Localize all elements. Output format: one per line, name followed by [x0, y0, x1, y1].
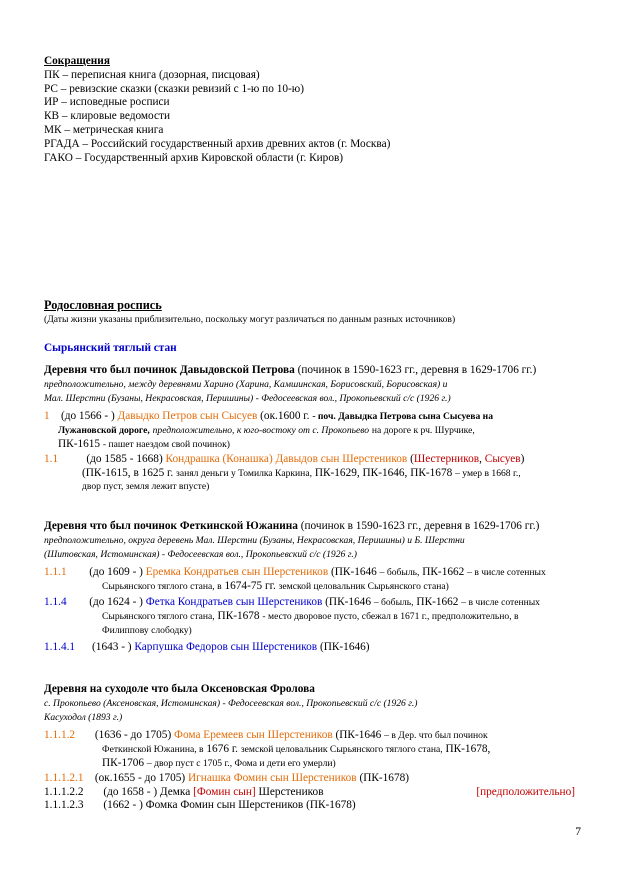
- assumption-tag: [предположительно]: [476, 785, 575, 798]
- village-location: Касуходол (1893 г.): [44, 711, 123, 723]
- village-title: Деревня что был починок Феткинской Южанина (починок в 1590-1623 гг., деревня в 1629-1706 гг.): [44, 520, 540, 532]
- village-2: Деревня что был починок Феткинской Южанина (починок в 1590-1623 гг., деревня в 1629-1706 гг.) предположительно, округа деревень Мал. Шерстни (Бузаны, Некрасовская, Перишины) и Б. Шерстни (Шитовская, Истоминская) - Федосеевская вол., Прокопьевский с/с (1926 г.) 1.1.1 (до 1609 - ) Еремка Кондратьев сын Шерстеников (ПК-1646 – бобыль, ПК-1662 – в числе сотенных Сырьянского тяглого стана, в 1674-75 гг. земской целовальник Сырьянского стана) 1.1.4 (до 1624 - ) Фетка Кондратьев сын Шерстеников (ПК-1646 – бобыль, ПК-1662 – в числе сотенных Сырьянского тяглого стана, ПК-1678 - место дворовое пусто, сбежал в 1671 г., предположительно, в Филиппову слободку) 1.1.4.1 (1643 - ) Карпушка Федоров сын Шерстеников (ПК-1646): [44, 520, 581, 655]
- person-name: Кондрашка (Конашка) Давыдов сын Шерстеников: [165, 452, 408, 465]
- person-entry: 1.1.1.2.1 (ок.1655 - до 1705) Игнашка Фомин сын Шерстеников (ПК-1678): [44, 771, 410, 784]
- person-name: Фетка Кондратьев сын Шерстеников: [145, 595, 323, 608]
- village-location: (Шитовская, Истоминская) - Федосеевская вол., Прокопьевский с/с (1926 г.): [44, 548, 357, 560]
- village-title: Деревня что был починок Давыдовской Петрова (починок в 1590-1623 гг., деревня в 1629-1706 гг.): [44, 364, 537, 376]
- person-entry: 1.1.4.1 (1643 - ) Карпушка Федоров сын Шерстеников (ПК-1646): [44, 641, 370, 654]
- abbr-line: МК – метрическая книга: [44, 123, 164, 136]
- person-name: Давыдко Петров сын Сысуев: [117, 410, 258, 423]
- abbr-line: КВ – клировые ведомости: [44, 110, 170, 123]
- village-location: Мал. Шерстни (Бузаны, Некрасовская, Перишины) - Федосеевская вол., Прокопьевский с/с (1926 г.): [44, 392, 451, 404]
- village-1: Деревня что был починок Давыдовской Петрова (починок в 1590-1623 гг., деревня в 1629-1706 гг.) предположительно, между деревнями Харино (Харина, Камшинская, Борисовский, Борисовская) и Мал. Шерстни (Бузаны, Некрасовская, Перишины) - Федосеевская вол., Прокопьевский с/с (1926 г.) 1 (до 1566 - ) Давыдко Петров сын Сысуев (ок.1600 г. - поч. Давыдка Петрова сына Сысуева на Лужановской дороге, предположительно, к юго-востоку от с. Прокопьево на дороге к рч. Шурчике, ПК-1615 - пашет наездом свой починок) 1.1 (до 1585 - 1668) Кондрашка (Конашка) Давыдов сын Шерстеников (Шестерников, Сысуев) (ПК-1615, в 1625 г. занял деньги у Томилка Каркина, ПК-1629, ПК-1646, ПК-1678 – умер в 1668 г., двор пуст, земля лежит впусте): [44, 364, 581, 494]
- abbreviations-section: [44, 55, 581, 165]
- abbreviations-title: Сокращения: [44, 55, 110, 67]
- village-location: предположительно, округа деревень Мал. Шерстни (Бузаны, Некрасовская, Перишины) и Б. Шерстни: [44, 534, 465, 546]
- village-location: с. Прокопьево (Аксеновская, Истоминская) - Федосеевская вол., Прокопьевский с/с (1926 г.): [44, 697, 418, 709]
- person-name: Еремка Кондратьев сын Шерстеников: [145, 566, 329, 579]
- person-entry: 1.1.4 (до 1624 - ) Фетка Кондратьев сын Шерстеников (ПК-1646 – бобыль, ПК-1662 – в числе сотенных: [44, 595, 540, 608]
- village-location: предположительно, между деревнями Харино (Харина, Камшинская, Борисовский, Борисовская) и: [44, 378, 448, 390]
- genealogy-header: [44, 299, 581, 327]
- abbr-line: ИР – исповедные росписи: [44, 96, 170, 109]
- person-name: Карпушка Федоров сын Шерстеников: [134, 641, 318, 654]
- person-entry: 1.1.1 (до 1609 - ) Еремка Кондратьев сын Шерстеников (ПК-1646 – бобыль, ПК-1662 – в числе сотенных: [44, 566, 546, 579]
- stan-heading: Сырьянский тяглый стан: [44, 342, 177, 354]
- genealogy-title: Родословная роспись: [44, 298, 162, 312]
- person-name: Игнашка Фомин сын Шерстеников: [187, 771, 357, 784]
- person-entry: 1.1 (до 1585 - 1668) Кондрашка (Конашка) Давыдов сын Шерстеников (Шестерников, Сысуев): [44, 452, 525, 465]
- abbr-line: ПК – переписная книга (дозорная, писцовая): [44, 68, 260, 81]
- person-name: Фома Еремеев сын Шерстеников: [174, 729, 333, 742]
- page-number: 7: [575, 826, 581, 838]
- person-entry: 1.1.1.2.2 (до 1658 - ) Демка [Фомин сын] Шерстеников [предположительно]: [44, 785, 575, 798]
- genealogy-note: (Даты жизни указаны приблизительно, поскольку могут различаться по данным разных источников): [44, 313, 456, 325]
- village-3: Деревня на суходоле что была Оксеновская Фролова с. Прокопьево (Аксеновская, Истоминская) - Федосеевская вол., Прокопьевский с/с (1926 г.) Касуходол (1893 г.) 1.1.1.2 (1636 - до 1705) Фома Еремеев сын Шерстеников (ПК-1646 – в Дер. что был починок Феткинской Южанина, в 1676 г. земской целовальник Сырьянского тяглого стана, ПК-1678, ПК-1706 – двор пуст с 1705 г., Фома и дети его умерли) 1.1.1.2.1 (ок.1655 - до 1705) Игнашка Фомин сын Шерстеников (ПК-1678) 1.1.1.2.2 (до 1658 - ) Демка [Фомин сын] Шерстеников [предположительно] 1.1.1.2.3 (1662 - ) Фомка Фомин сын Шерстеников (ПК-1678): [44, 683, 581, 813]
- person-entry: 1.1.1.2 (1636 - до 1705) Фома Еремеев сын Шерстеников (ПК-1646 – в Дер. что был починок: [44, 729, 488, 742]
- abbr-line: РГАДА – Российский государственный архив древних актов (г. Москва): [44, 137, 391, 150]
- abbr-line: РС – ревизские сказки (сказки ревизий с 1-ю по 10-ю): [44, 82, 304, 95]
- person-entry: 1 (до 1566 - ) Давыдко Петров сын Сысуев (ок.1600 г. - поч. Давыдка Петрова сына Сысуева на: [44, 410, 493, 423]
- village-title: Деревня на суходоле что была Оксеновская Фролова: [44, 683, 315, 695]
- person-entry: 1.1.1.2.3 (1662 - ) Фомка Фомин сын Шерстеников (ПК-1678): [44, 799, 356, 812]
- abbr-line: ГАКО – Государственный архив Кировской области (г. Киров): [44, 151, 344, 164]
